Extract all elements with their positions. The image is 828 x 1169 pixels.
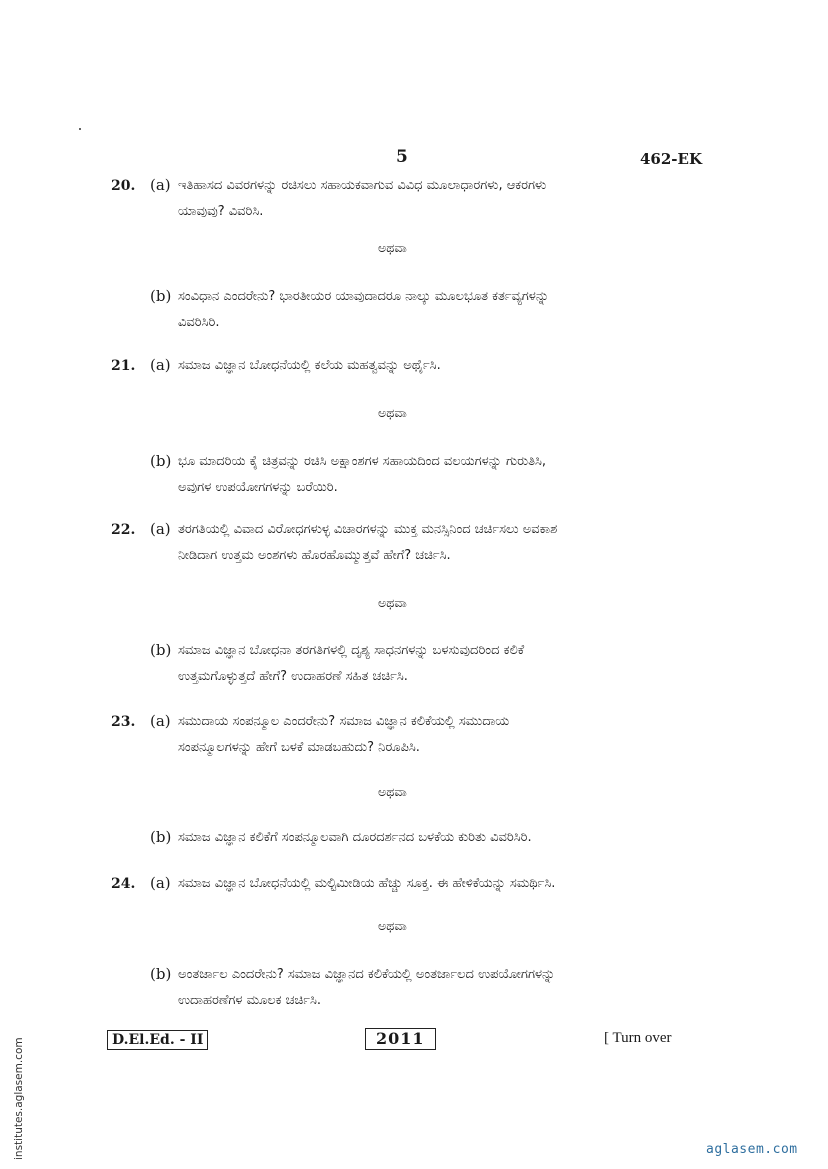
text-line: ಸಮಾಜ ವಿಜ್ಞಾನ ಬೋಧನೆಯಲ್ಲಿ ಮಲ್ಟಿಮೀಡಿಯ ಹೆಚ್ಚು ಸೂಕ್ತ. ಈ ಹೇಳಿಕೆಯನ್ನು ಸಮರ್ಥಿಸಿ. [178, 876, 556, 891]
question-text [178, 638, 693, 690]
question-text [178, 353, 693, 379]
question-text [178, 449, 693, 501]
text-line: ನೀಡಿದಾಗ ಉತ್ತಮ ಅಂಶಗಳು ಹೊರಹೊಮ್ಮುತ್ತವೆ ಹೇಗೆ? ಚರ್ಚಿಸಿ. [178, 548, 451, 563]
text-line: ಸಮಾಜ ವಿಜ್ಞಾನ ಬೋಧನಾ ತರಗತಿಗಳಲ್ಲಿ ದೃಶ್ಯ ಸಾಧನಗಳನ್ನು ಬಳಸುವುದರಿಂದ ಕಲಿಕೆ [178, 643, 525, 658]
part-b-label: (b) [150, 287, 172, 305]
text-line: ಉದಾಹರಣೆಗಳ ಮೂಲಕ ಚರ್ಚಿಸಿ. [178, 993, 322, 1008]
part-b-label: (b) [150, 452, 172, 470]
text-line: ಸಮುದಾಯ ಸಂಪನ್ಮೂಲ ಎಂದರೇನು? ಸಮಾಜ ವಿಜ್ಞಾನ ಕಲಿಕೆಯಲ್ಲಿ ಸಮುದಾಯ [178, 714, 510, 729]
course-code-box: D.El.Ed. - II [107, 1030, 208, 1050]
brand-watermark: aglasem.com [706, 1142, 798, 1157]
text-line: ಇತಿಹಾಸದ ವಿವರಗಳನ್ನು ರಚಿಸಲು ಸಹಾಯಕವಾಗುವ ವಿವಿಧ ಮೂಲಾಧಾರಗಳು, ಆಕರಗಳು [178, 178, 547, 193]
part-a-label: (a) [150, 356, 171, 374]
side-watermark: institutes.aglasem.com [13, 1037, 25, 1160]
text-line: ಉತ್ತಮಗೊಳ್ಳುತ್ತದೆ ಹೇಗೆ? ಉದಾಹರಣೆ ಸಹಿತ ಚರ್ಚಿಸಿ. [178, 669, 408, 684]
question-text [178, 962, 693, 1014]
paper-code: 462-EK [640, 150, 703, 168]
text-line: ಯಾವುವು? ವಿವರಿಸಿ. [178, 204, 264, 219]
or-separator: ಅಥವಾ [378, 240, 407, 255]
text-line: ಸಮಾಜ ವಿಜ್ಞಾನ ಕಲಿಕೆಗೆ ಸಂಪನ್ಮೂಲವಾಗಿ ದೂರದರ್ಶನದ ಬಳಕೆಯ ಕುರಿತು ವಿವರಿಸಿರಿ. [178, 830, 532, 845]
text-line: ವಿವರಿಸಿರಿ. [178, 315, 220, 330]
year-box: 2011 [365, 1028, 436, 1050]
question-number: 24. [111, 876, 136, 892]
or-separator: ಅಥವಾ [378, 595, 407, 610]
question-number: 23. [111, 714, 136, 730]
part-b-label: (b) [150, 641, 172, 659]
part-a-label: (a) [150, 176, 171, 194]
question-number: 21. [111, 358, 136, 374]
question-text [178, 709, 693, 761]
part-b-label: (b) [150, 965, 172, 983]
question-text [178, 871, 693, 897]
text-line: ತರಗತಿಯಲ್ಲಿ ವಿವಾದ ವಿರೋಧಗಳುಳ್ಳ ವಿಚಾರಗಳನ್ನು ಮುಕ್ತ ಮನಸ್ಸಿನಿಂದ ಚರ್ಚಿಸಲು ಅವಕಾಶ [178, 522, 558, 537]
page-number: 5 [396, 147, 408, 167]
part-b-label: (b) [150, 828, 172, 846]
part-a-label: (a) [150, 520, 171, 538]
text-line: ಭೂ ಮಾದರಿಯ ಕೈ ಚಿತ್ರವನ್ನು ರಚಿಸಿ ಅಕ್ಷಾಂಶಗಳ ಸಹಾಯದಿಂದ ವಲಯಗಳನ್ನು ಗುರುತಿಸಿ, [178, 454, 547, 469]
turn-over-note: [ Turn over [604, 1030, 672, 1046]
question-text [178, 517, 693, 569]
text-line: ಅವುಗಳ ಉಪಯೋಗಗಳನ್ನು ಬರೆಯಿರಿ. [178, 480, 338, 495]
or-separator: ಅಥವಾ [378, 784, 407, 799]
scan-speck [79, 128, 81, 130]
text-line: ಸಂವಿಧಾನ ಎಂದರೇನು? ಭಾರತೀಯರ ಯಾವುದಾದರೂ ನಾಲ್ಕು ಮೂಲಭೂತ ಕರ್ತವ್ಯಗಳನ್ನು [178, 289, 549, 304]
text-line: ಸಂಪನ್ಮೂಲಗಳನ್ನು ಹೇಗೆ ಬಳಕೆ ಮಾಡಬಹುದು? ನಿರೂಪಿಸಿ. [178, 740, 420, 755]
part-a-label: (a) [150, 712, 171, 730]
or-separator: ಅಥವಾ [378, 405, 407, 420]
question-number: 22. [111, 522, 136, 538]
text-line: ಸಮಾಜ ವಿಜ್ಞಾನ ಬೋಧನೆಯಲ್ಲಿ ಕಲೆಯ ಮಹತ್ವವನ್ನು ಅರ್ಥೈಸಿ. [178, 358, 441, 373]
question-text [178, 284, 693, 336]
question-text [178, 173, 693, 225]
or-separator: ಅಥವಾ [378, 918, 407, 933]
part-a-label: (a) [150, 874, 171, 892]
text-line: ಅಂತರ್ಜಾಲ ಎಂದರೇನು? ಸಮಾಜ ವಿಜ್ಞಾನದ ಕಲಿಕೆಯಲ್ಲಿ ಅಂತರ್ಜಾಲದ ಉಪಯೋಗಗಳನ್ನು [178, 967, 556, 982]
question-text [178, 825, 693, 851]
question-number: 20. [111, 178, 136, 194]
